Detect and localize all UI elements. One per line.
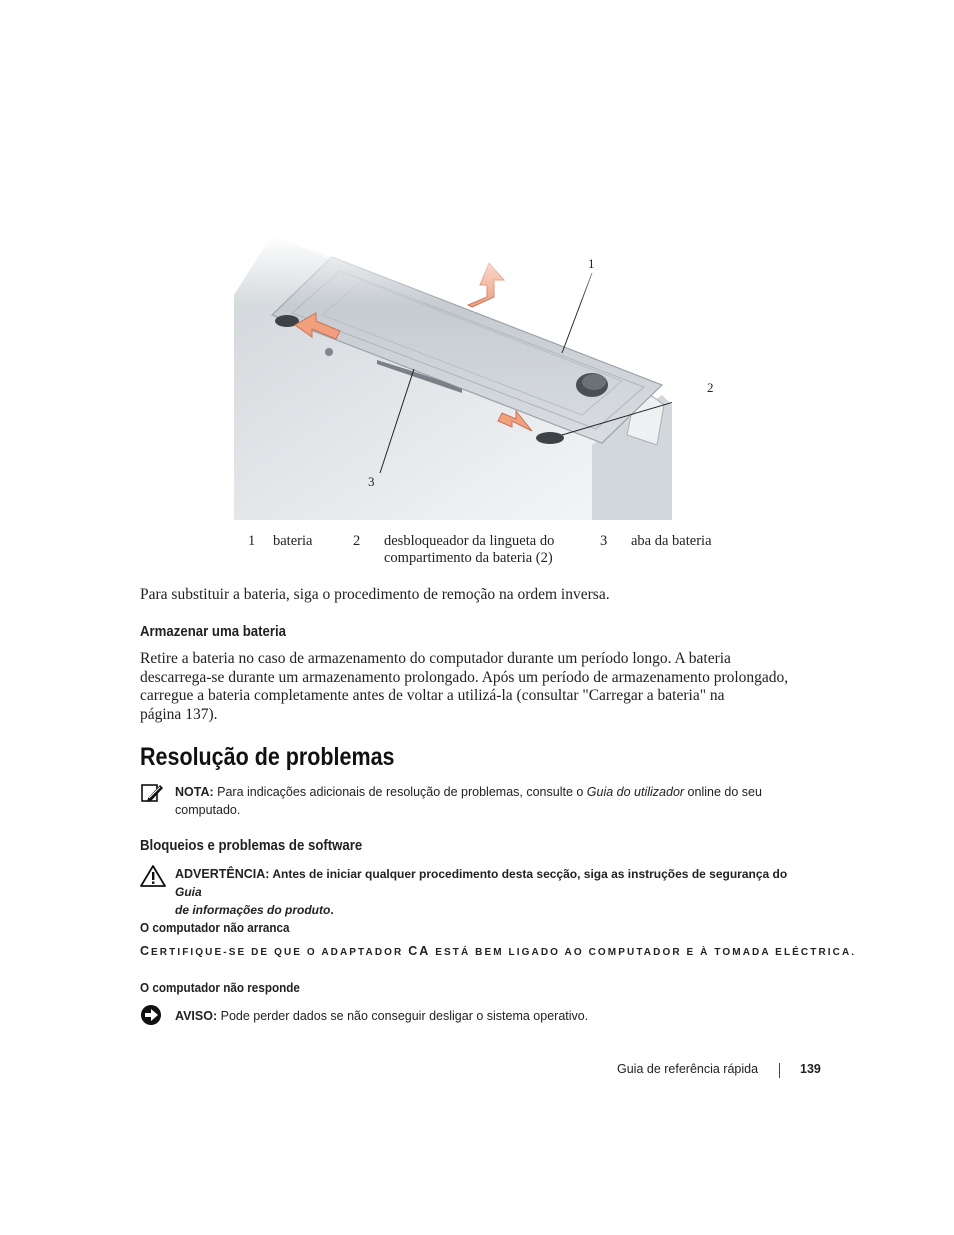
no-start-first-letter: C: [140, 944, 152, 958]
note-block: [175, 783, 815, 819]
legend-label-2-line1: desbloqueador da lingueta do: [384, 533, 555, 549]
note-line-1: [175, 783, 815, 801]
warning-line-1: [175, 865, 815, 901]
no-start-text-2: ESTÁ BEM LIGADO AO COMPUTADOR E À TOMADA ELÉCTRICA.: [430, 947, 857, 958]
warning-triangle-icon: [140, 865, 166, 887]
storage-line-2: descarrega-se durante um armazenamento prolongado. Após um período de armazenamento prolongado,: [140, 668, 789, 686]
note-text: Para indicações adicionais de resolução de problemas, consulte o: [213, 785, 587, 799]
warning-text: Antes de iniciar qualquer procedimento desta secção, siga as instruções de segurança do: [269, 867, 788, 881]
note-label: NOTA:: [175, 785, 214, 799]
replace-battery-paragraph: Para substituir a bateria, siga o procedimento de remoção na ordem inversa.: [140, 586, 610, 603]
note-text-after: online do seu: [684, 785, 762, 799]
no-response-heading: O computador não responde: [140, 980, 300, 995]
warning-guide-ref-1: Guia: [175, 885, 202, 899]
battery-removal-illustration: [232, 235, 672, 520]
footer-title: Guia de referência rápida: [617, 1062, 759, 1076]
laptop-battery-drawing: [232, 235, 672, 520]
legend-num-3: 3: [600, 533, 608, 549]
note-pencil-icon: [140, 782, 164, 804]
storage-line-4: página 137).: [140, 705, 218, 723]
warning-end: .: [330, 903, 334, 917]
troubleshooting-title: Resolução de problemas: [140, 743, 395, 771]
callout-2: 2: [707, 380, 714, 395]
no-start-instruction: [140, 944, 856, 958]
storage-line-1: Retire a bateria no caso de armazenamento do computador durante um período longo. A bateria: [140, 650, 731, 667]
legend-label-1: bateria: [273, 533, 313, 549]
notice-block: [175, 1007, 815, 1025]
notice-arrow-icon: [140, 1004, 164, 1026]
warning-guide-ref-2: de informações do produto: [175, 903, 331, 917]
callout-3: 3: [368, 474, 375, 489]
warning-line-2: [175, 901, 815, 919]
no-start-text-1: ERTIFIQUE-SE DE QUE O ADAPTADOR: [151, 947, 409, 958]
warning-label: ADVERTÊNCIA:: [175, 867, 270, 881]
storage-line-3: carregue a bateria completamente antes de voltar a utilizá-la (consultar "Carregar a bateria" na: [140, 687, 725, 704]
note-line-2: computado.: [175, 803, 241, 817]
legend-num-2: 2: [353, 533, 361, 549]
storage-paragraph: [140, 650, 788, 724]
legend-label-3: aba da bateria: [631, 533, 712, 549]
legend-num-1: 1: [248, 533, 256, 549]
lockups-heading: Bloqueios e problemas de software: [140, 837, 363, 854]
footer-separator: [779, 1063, 780, 1078]
warning-block: [175, 865, 815, 919]
storage-heading: Armazenar uma bateria: [140, 623, 286, 640]
legend-label-2-line2: compartimento da bateria (2): [384, 550, 553, 566]
page-number: 139: [800, 1062, 821, 1076]
note-guide-ref: Guia do utilizador: [586, 785, 685, 799]
no-start-heading: O computador não arranca: [140, 920, 290, 935]
legend-label-2: [384, 533, 554, 567]
no-start-ca: CA: [408, 944, 431, 958]
callout-1: 1: [588, 256, 595, 271]
notice-label: AVISO:: [175, 1009, 218, 1023]
notice-text: Pode perder dados se não conseguir desligar o sistema operativo.: [217, 1009, 589, 1023]
